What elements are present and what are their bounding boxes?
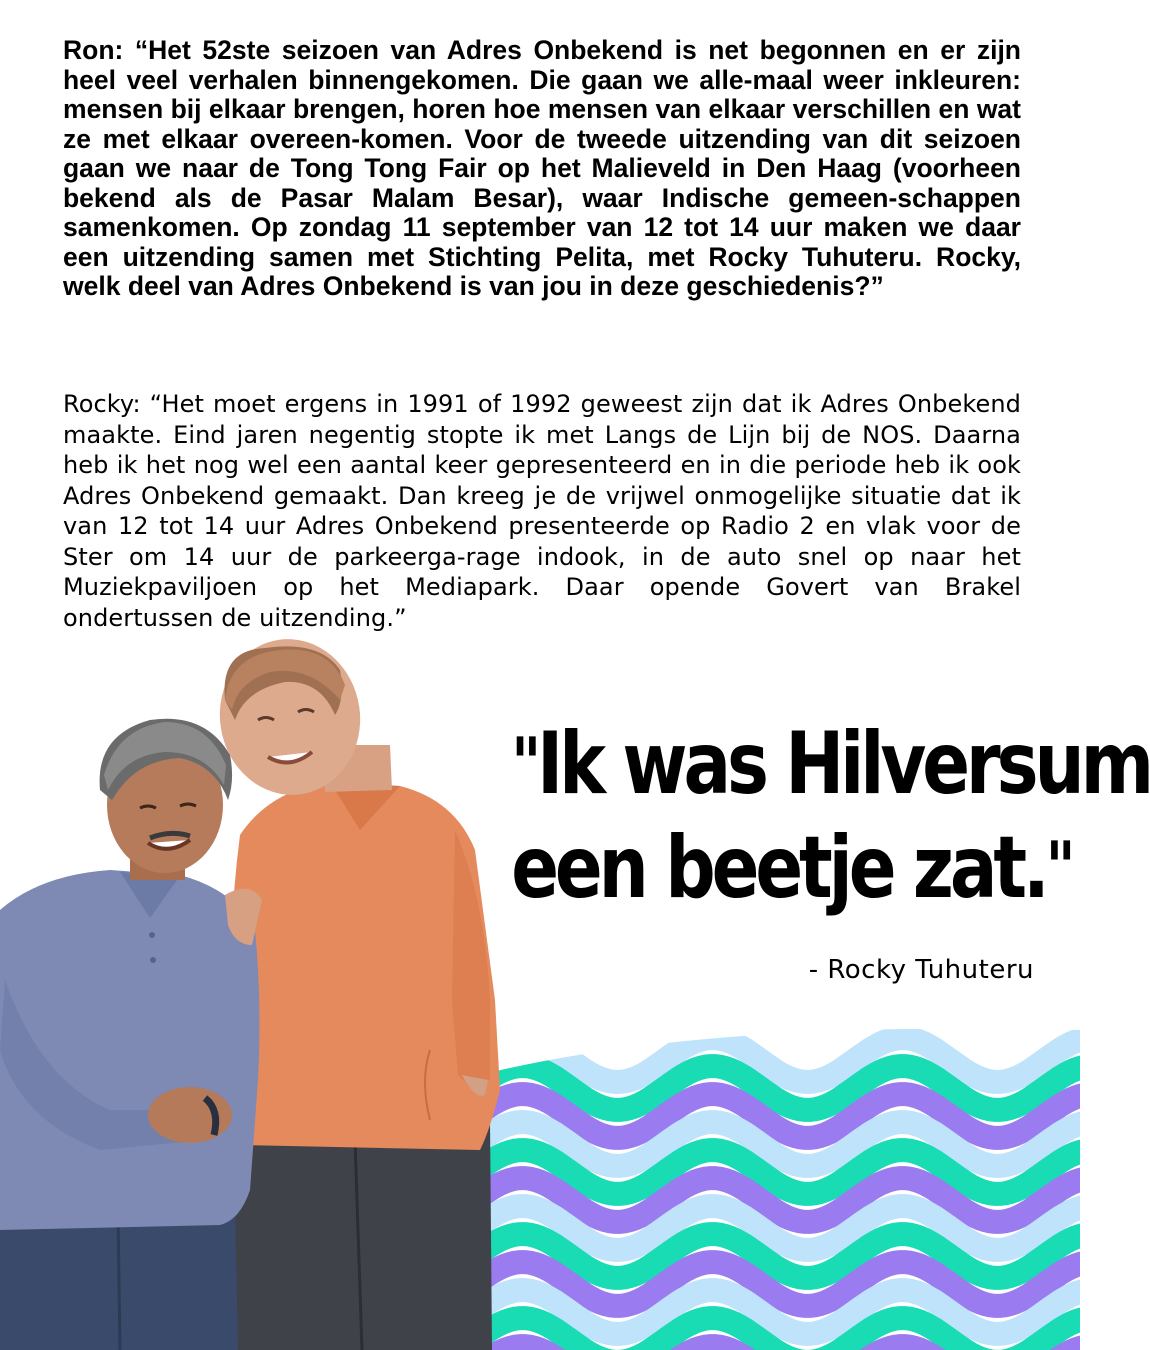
rocky-paragraph: Rocky: “Het moet ergens in 1991 of 1992 geweest zijn dat ik Adres Onbekend maakte. Eind jaren negentig stopte ik met Langs de Lijn bij de NOS. Daarna heb ik het nog wel een aantal keer gepresenteerd en in die periode heb ik ook Adres Onbekend gemaakt. Dan kreeg je de vrijwel onmogelijke situatie dat ik van 12 tot 14 uur Adres Onbekend presenteerde op Radio 2 en vlak voor de Ster om 14 uur de parkeerga-rage indook, in de auto snel op naar het Muziekpaviljoen op het Mediapark. Daar opende Govert van Brakel ondertussen de uitzending.” (63, 390, 1021, 632)
ron-paragraph: Ron: “Het 52ste seizoen van Adres Onbekend is net begonnen en er zijn heel veel verhalen binnengekomen. Die gaan we alle-maal weer inkleuren: mensen bij elkaar brengen, horen hoe mensen van elkaar verschillen en wat ze met elkaar overeen-komen. Voor de tweede uitzending van dit seizoen gaan we naar de Tong Tong Fair op het Malieveld in Den Haag (voorheen bekend als de Pasar Malam Besar), waar Indische gemeen-schappen samenkomen. Op zondag 11 september van 12 tot 14 uur maken we daar een uitzending samen met Stichting Pelita, met Rocky Tuhuteru. Rocky, welk deel van Adres Onbekend is van jou in deze geschiedenis?” (63, 35, 1021, 301)
left-man-figure (0, 719, 259, 1350)
pull-quote-text-1: Ik was Hilversum (537, 714, 1150, 814)
pull-quote-line-1 (511, 712, 1150, 816)
quote-attribution: - Rocky Tuhuteru (808, 955, 1034, 985)
pull-quote-line-2 (511, 816, 1072, 920)
pull-quote-text-2: een beetje zat. (511, 818, 1046, 918)
open-quote-mark: " (511, 723, 538, 805)
pull-quote (511, 712, 1150, 920)
close-quote-mark: " (1045, 827, 1072, 909)
